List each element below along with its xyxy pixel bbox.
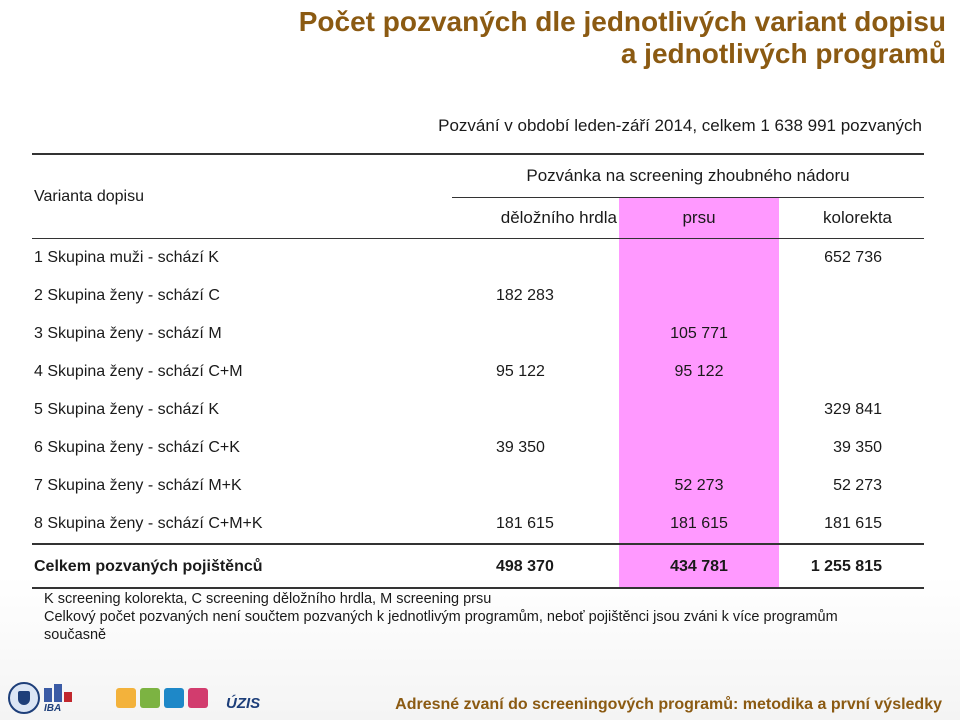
header-category: Varianta dopisu bbox=[32, 154, 452, 239]
slide-title bbox=[246, 6, 946, 70]
cell-cervix bbox=[452, 315, 619, 353]
row-label: 8 Skupina ženy - schází C+M+K bbox=[34, 515, 263, 532]
cell-breast bbox=[619, 391, 779, 429]
muni-seal-icon bbox=[8, 682, 40, 714]
row-label: 4 Skupina ženy - schází C+M bbox=[34, 363, 243, 380]
iba-logo-icon bbox=[44, 684, 74, 714]
cell-colorectal: 652 736 bbox=[779, 239, 924, 278]
total-label: Celkem pozvaných pojištěnců bbox=[32, 544, 452, 588]
row-label: 7 Skupina ženy - schází M+K bbox=[34, 477, 242, 494]
header-breast: prsu bbox=[619, 198, 779, 239]
total-colorectal: 1 255 815 bbox=[779, 544, 924, 588]
cell-breast bbox=[619, 277, 779, 315]
cell-colorectal bbox=[779, 353, 924, 391]
table-row bbox=[32, 353, 924, 391]
total-cervix: 498 370 bbox=[452, 544, 619, 588]
cell-breast bbox=[619, 239, 779, 278]
cell-breast: 105 771 bbox=[619, 315, 779, 353]
row-label: 2 Skupina ženy - schází C bbox=[34, 287, 220, 304]
cell-cervix bbox=[452, 467, 619, 505]
row-label: 1 Skupina muži - schází K bbox=[32, 239, 452, 278]
notes-line1: K screening kolorekta, C screening děložního hrdla, M screening prsu bbox=[44, 591, 492, 607]
row-label: 5 Skupina ženy - schází K bbox=[34, 401, 219, 418]
cell-cervix bbox=[452, 391, 619, 429]
table-row bbox=[32, 505, 924, 544]
cell-cervix: 95 122 bbox=[496, 363, 545, 380]
notes-line2: Celkový počet pozvaných není součtem pozvaných k jednotlivým programům, neboť pojištěnci jsou zváni k více programům současně bbox=[44, 609, 838, 643]
slide-title-line2: a jednotlivých programů bbox=[620, 38, 946, 69]
cell-colorectal: 39 350 bbox=[833, 439, 882, 456]
invitation-table-container bbox=[32, 153, 924, 589]
cell-colorectal: 52 273 bbox=[833, 477, 882, 494]
row-label: 3 Skupina ženy - schází M bbox=[34, 325, 222, 342]
table-row bbox=[32, 239, 924, 278]
notes bbox=[44, 590, 864, 644]
cell-breast: 52 273 bbox=[619, 467, 779, 505]
cell-breast bbox=[619, 429, 779, 467]
table-row bbox=[32, 391, 924, 429]
screening-programs-logo-icon bbox=[116, 684, 212, 712]
header-colorectal: kolorekta bbox=[779, 198, 924, 239]
table-row bbox=[32, 429, 924, 467]
cell-cervix: 181 615 bbox=[496, 515, 554, 532]
cell-colorectal bbox=[779, 315, 924, 353]
table-row bbox=[32, 277, 924, 315]
cell-breast: 95 122 bbox=[619, 353, 779, 391]
iba-logo-text: IBA bbox=[44, 703, 62, 714]
footer bbox=[0, 672, 960, 720]
cell-colorectal: 181 615 bbox=[824, 515, 882, 532]
uzis-logo-icon: ÚZIS bbox=[226, 695, 261, 712]
footer-text: Adresné zvaní do screeningových programů: metodika a první výsledky bbox=[395, 696, 942, 713]
cell-cervix: 39 350 bbox=[496, 439, 545, 456]
cell-cervix: 182 283 bbox=[496, 287, 554, 304]
table-row bbox=[32, 315, 924, 353]
slide-title-line1: Počet pozvaných dle jednotlivých variant dopisu bbox=[298, 6, 946, 37]
table-row bbox=[32, 467, 924, 505]
header-group: Pozvánka na screening zhoubného nádoru bbox=[452, 154, 924, 198]
cell-colorectal bbox=[779, 277, 924, 315]
slide-subtitle: Pozvání v období leden-září 2014, celkem 1 638 991 pozvaných bbox=[438, 116, 922, 135]
invitation-table bbox=[32, 153, 924, 589]
row-label: 6 Skupina ženy - schází C+K bbox=[34, 439, 240, 456]
cell-colorectal: 329 841 bbox=[824, 401, 882, 418]
cell-breast: 181 615 bbox=[619, 505, 779, 544]
cell-cervix bbox=[452, 239, 619, 278]
table-header-row-group bbox=[32, 154, 924, 198]
header-cervix: děložního hrdla bbox=[452, 198, 619, 239]
total-breast: 434 781 bbox=[619, 544, 779, 588]
total-row bbox=[32, 544, 924, 588]
